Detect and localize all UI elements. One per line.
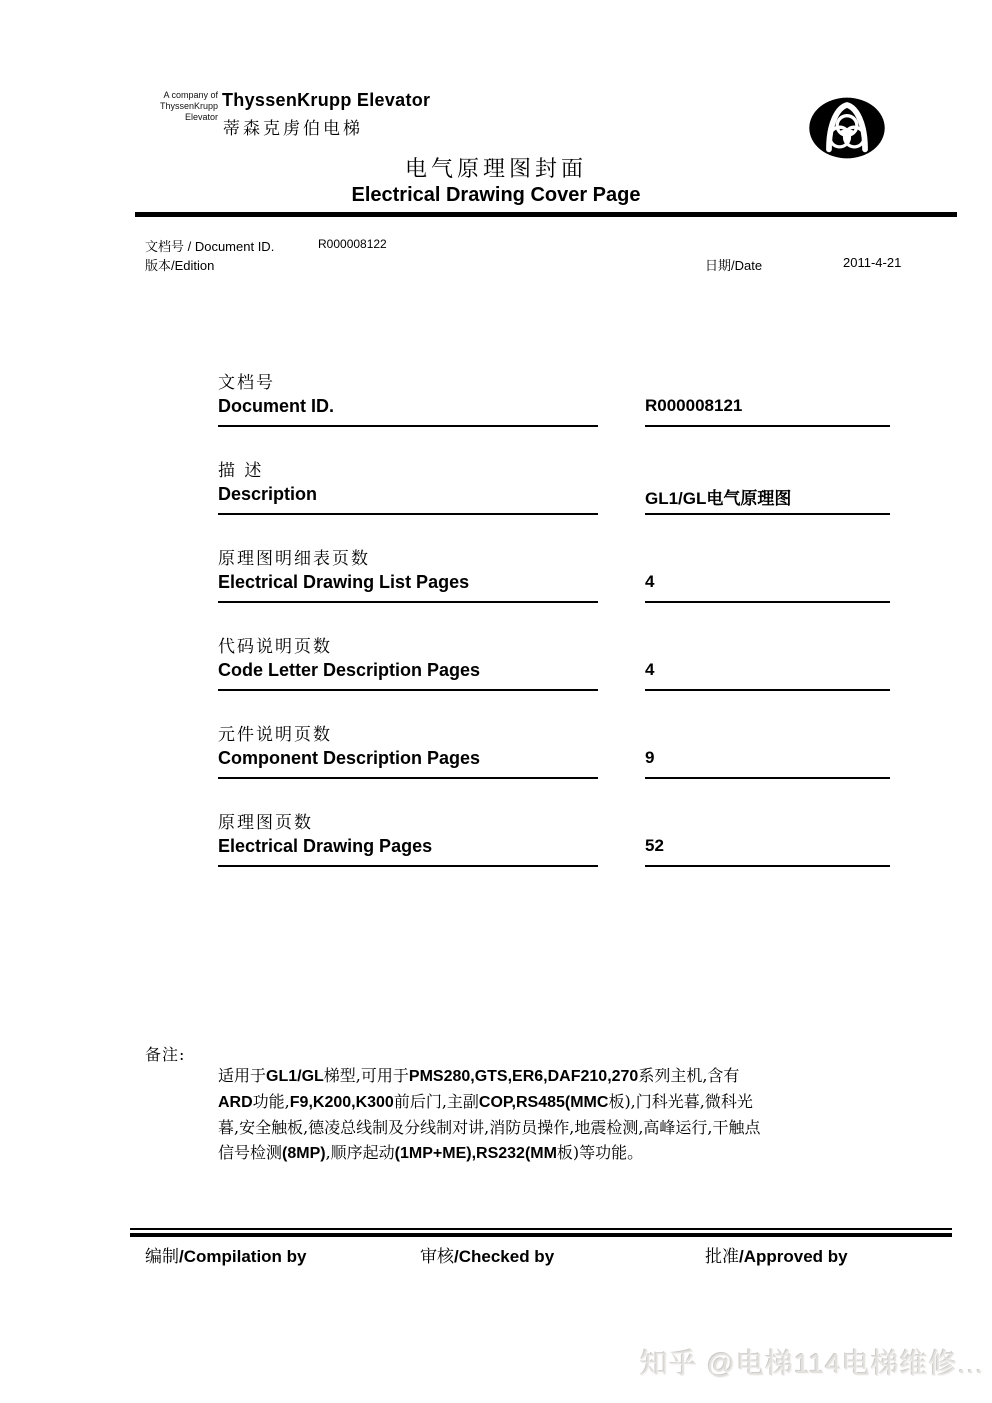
remarks-text (218, 1063, 918, 1166)
approved-cn: 批准 (705, 1247, 739, 1267)
page-title-english: Electrical Drawing Cover Page (351, 184, 641, 206)
compilation-by-label (145, 1242, 307, 1267)
brand-name-english: ThyssenKrupp Elevator (222, 90, 431, 110)
field-label-en: Electrical Drawing List Pages (218, 572, 470, 592)
date-label: 日期/Date (705, 258, 763, 273)
field-description (0, 456, 992, 544)
field-label-underline (218, 689, 598, 691)
field-label-cn: 元件说明页数 (218, 725, 332, 745)
field-label-underline (218, 513, 598, 515)
field-value: 4 (645, 660, 655, 679)
field-label-underline (218, 865, 598, 867)
date-value: 2011-4-21 (843, 255, 902, 270)
field-label-cn: 原理图明细表页数 (218, 549, 370, 569)
tagline-line: A company of (163, 90, 218, 100)
field-value-underline (645, 601, 890, 603)
field-value-underline (645, 425, 890, 427)
field-label-en: Electrical Drawing Pages (218, 836, 433, 856)
brand-name-chinese: 蒂森克虏伯电梯 (223, 119, 363, 139)
tagline-line: ThyssenKrupp (159, 101, 218, 111)
compilation-en: /Compilation by (179, 1247, 307, 1266)
field-component-pages (0, 720, 992, 808)
field-label-underline (218, 425, 598, 427)
field-label-en: Document ID. (218, 396, 335, 416)
field-label-cn: 原理图页数 (218, 813, 313, 833)
field-label-cn: 文档号 (218, 373, 275, 393)
field-value-underline (645, 689, 890, 691)
footer-divider-thick-rule (130, 1233, 952, 1237)
checked-cn: 审核 (420, 1247, 454, 1267)
edition-label: 版本/Edition (145, 258, 215, 273)
field-label-en: Code Letter Description Pages (218, 660, 481, 680)
field-value: R000008121 (645, 396, 743, 415)
field-value: 9 (645, 748, 655, 767)
field-label-cn: 描 述 (218, 461, 264, 481)
document-id-value: R000008122 (318, 237, 387, 251)
document-id-label: 文档号 / Document ID. (145, 239, 275, 254)
field-value-underline (645, 865, 890, 867)
checked-by-label (420, 1242, 554, 1267)
approved-en: /Approved by (739, 1247, 848, 1266)
remarks-line: 暮,安全触板,德凌总线制及分线制对讲,消防员操作,地震检测,高峰运行,干触点 (218, 1118, 761, 1137)
zhihu-watermark: 知乎 @电梯114电梯维修... (639, 1348, 984, 1379)
field-drawing-list-pages (0, 544, 992, 632)
field-code-letter-pages (0, 632, 992, 720)
remarks-line: 信号检测(8MP),顺序起动(1MP+ME),RS232(MM板)等功能。 (218, 1143, 644, 1162)
field-label-en: Description (218, 484, 318, 504)
field-value: GL1/GL电气原理图 (645, 489, 792, 508)
title-divider-rule (135, 212, 957, 217)
field-value-underline (645, 777, 890, 779)
field-value: 4 (645, 572, 655, 591)
field-label-cn: 代码说明页数 (218, 637, 332, 657)
field-label-underline (218, 777, 598, 779)
field-drawing-pages (0, 808, 992, 896)
remarks-label: 备注: (145, 1045, 186, 1064)
field-document-id (0, 368, 992, 456)
company-tagline (138, 90, 218, 123)
field-value-underline (645, 513, 890, 515)
field-label-underline (218, 601, 598, 603)
page-title-chinese: 电气原理图封面 (404, 157, 587, 182)
footer-divider-thin-rule (130, 1228, 952, 1230)
approved-by-label (705, 1242, 848, 1267)
tagline-line: Elevator (184, 112, 218, 122)
remarks-line: ARD功能,F9,K200,K300前后门,主副COP,RS485(MMC板),门科光暮,微科光 (218, 1092, 753, 1111)
compilation-cn: 编制 (145, 1247, 179, 1267)
field-value: 52 (645, 836, 664, 855)
field-label-en: Component Description Pages (218, 748, 481, 768)
checked-en: /Checked by (454, 1247, 555, 1266)
remarks-line: 适用于GL1/GL梯型,可用于PMS280,GTS,ER6,DAF210,270系列主机,含有 (218, 1066, 740, 1085)
